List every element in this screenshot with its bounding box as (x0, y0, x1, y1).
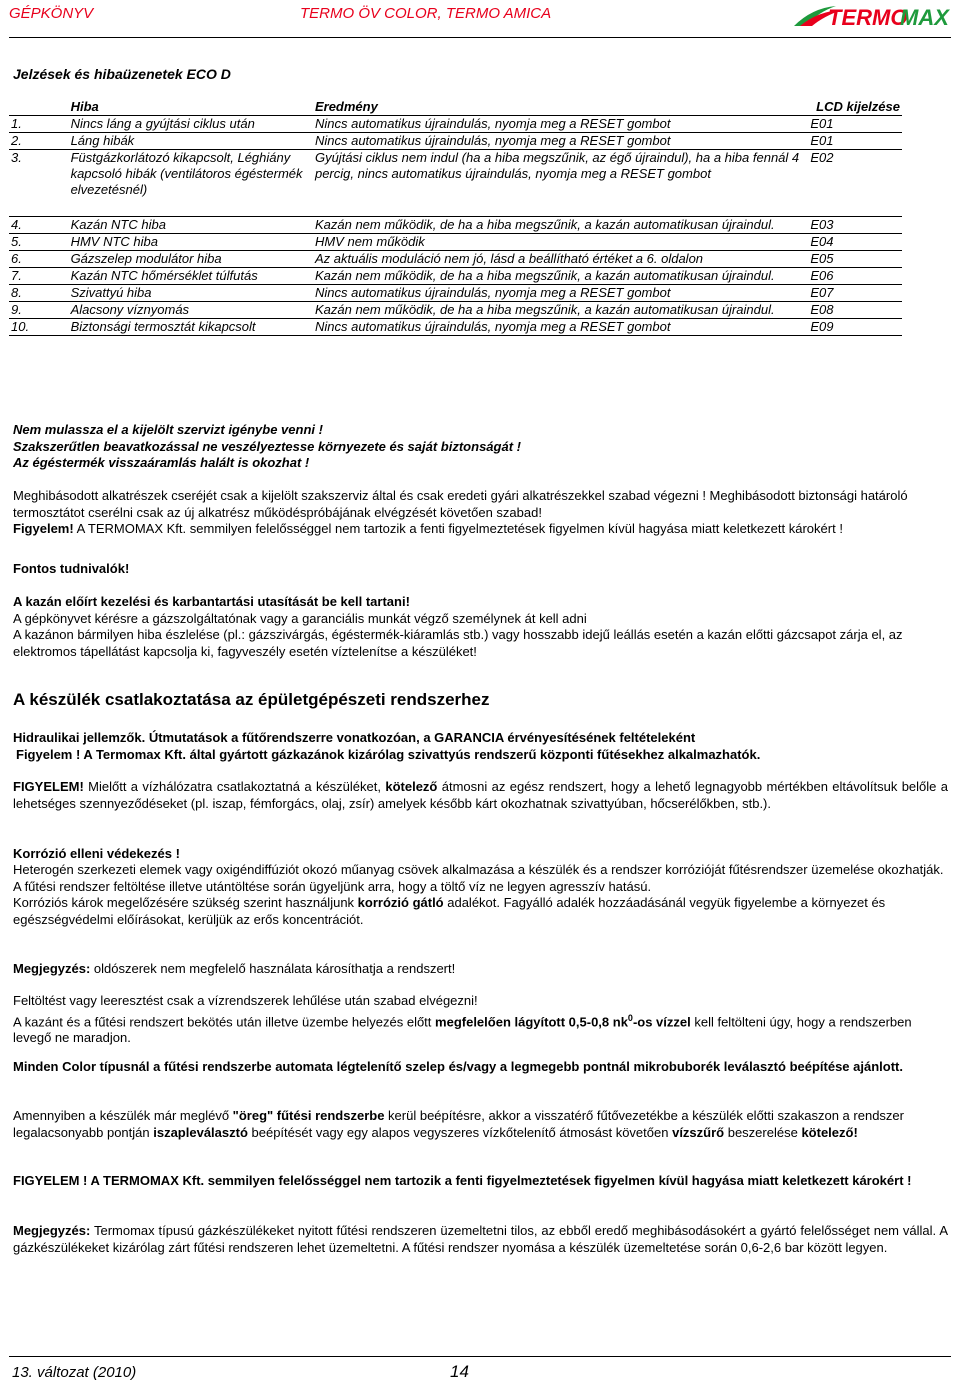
page-number: 14 (450, 1362, 469, 1381)
hydraulics-block (13, 730, 948, 763)
figyelem-text: A TERMOMAX Kft. semmilyen felelősséggel nem tartozik a fenti figyelmeztetések figyelmen kívül hagyása miatt keletkezett károkért ! (73, 521, 843, 536)
fontos-line: A kazán előírt kezelési és karbantartási utasítását be kell tartani! (13, 594, 410, 609)
flush-text: átmosni az egész rendszert, hogy a lehető legnagyobb mértékben eltávolítsuk belőle a lehetséges szennyeződéseket (pl. iszap, fémforgács, olaj, zsír) amelyek később kárt okozhatnak szivattyúban, hőcserélőkben, stb.). (13, 779, 949, 811)
corrosion-line: Heterogén szerkezeti elemek vagy oxigéndiffúziót okozó műanyag csövek alkalmazása a készülék és a rendszer korrózióját fűtésrendszer üzemelése okozhatják. (13, 862, 944, 877)
row-eredmeny: HMV nem működik (313, 234, 808, 251)
liability-paragraph: FIGYELEM ! A TERMOMAX Kft. semmilyen felelősséggel nem tartozik a fenti figyelmeztetések figyelmen kívül hagyása miatt keletkezett károkért ! (13, 1173, 912, 1188)
filling-line: Feltöltést vagy leeresztést csak a vízrendszerek lehűlése után szabad elvégezni! (13, 993, 478, 1008)
table-row (9, 217, 902, 234)
row-lcd: E04 (808, 234, 902, 251)
header-left-text: GÉPKÖNYV (9, 5, 94, 22)
note-solvent (13, 961, 948, 978)
row-lcd: E03 (808, 217, 902, 234)
warning-block (13, 422, 948, 472)
table-row (9, 302, 902, 319)
fontos-title: Fontos tudnivalók! (13, 561, 130, 576)
row-lcd: E02 (808, 150, 902, 217)
row-lcd: E01 (808, 133, 902, 150)
row-eredmeny: Kazán nem működik, de ha a hiba megszűnik, a kazán automatikusan újraindul. (313, 302, 808, 319)
warning-line: Nem mulassza el a kijelölt szervizt igénybe venni ! (13, 422, 323, 437)
row-hiba: Láng hibák (69, 133, 313, 150)
row-lcd: E08 (808, 302, 902, 319)
row-number: 6. (9, 251, 69, 268)
row-hiba: Biztonsági termosztát kikapcsolt (69, 319, 313, 336)
fontos-line: A gépkönyvet kérésre a gázszolgáltatónak vagy a garanciális munkát végző személynek át kell adni (13, 610, 587, 626)
table-row (9, 234, 902, 251)
row-number: 1. (9, 116, 69, 133)
note-label: Megjegyzés: (13, 1223, 91, 1238)
old-system-text: Amennyiben a készülék már meglévő (13, 1108, 233, 1123)
page-header (0, 0, 960, 36)
row-lcd: E06 (808, 268, 902, 285)
parts-text: Meghibásodott alkatrészek cseréjét csak a kijelölt szakszerviz által és csak eredeti gyári alkatrészekkel szabad végezni ! Meghibásodott biztonsági határoló termosztátot cserélni csak az új alkatrész működéspróbájának elvégzését követően szabad! (13, 488, 908, 520)
note-text: oldószerek nem megfelelő használata károsíthatja a rendszert! (90, 961, 456, 976)
flush-text: Mielőtt a vízhálózatra csatlakoztatná a készüléket, (83, 779, 386, 794)
open-system-note (13, 1223, 948, 1256)
row-eredmeny: Gyújtási ciklus nem indul (ha a hiba megszűnik, az égő újraindul), ha a hiba fennál 4 percig, nincs automatikus újraindulás, nyomja meg a RESET gombot (313, 150, 808, 217)
filling-line (13, 1010, 948, 1047)
old-system-text: beépítését vagy egy alapos vegyszeres vízkőtelenítő átmosást követően (247, 1124, 673, 1140)
row-eredmeny: Nincs automatikus újraindulás, nyomja meg a RESET gombot (313, 319, 808, 336)
row-hiba: Nincs láng a gyújtási ciklus után (69, 116, 313, 133)
corrosion-title: Korrózió elleni védekezés ! (13, 846, 180, 861)
table-row (9, 319, 902, 336)
filling-sup: 0 (627, 1012, 633, 1023)
old-system-paragraph (13, 1108, 948, 1141)
row-eredmeny: Kazán nem működik, de ha a hiba megszűnik, a kazán automatikusan újraindul. (313, 217, 808, 234)
table-row (9, 251, 902, 268)
row-number: 5. (9, 234, 69, 251)
corrosion-line (13, 895, 948, 928)
row-hiba: Füstgázkorlátozó kikapcsolt, Léghiány kapcsoló hibák (ventilátoros égéstermék elvezetésnél) (69, 150, 313, 217)
table-row (9, 268, 902, 285)
figyelem-label: Figyelem! (13, 521, 74, 536)
row-hiba: Alacsony víznyomás (69, 302, 313, 319)
corrosion-block (13, 862, 948, 928)
row-eredmeny: Kazán nem működik, de ha a hiba megszűnik, a kazán automatikusan újraindul. (313, 268, 808, 285)
version-text: 13. változat (2010) (12, 1364, 137, 1381)
header-num (9, 99, 69, 116)
row-hiba: Kazán NTC hiba (69, 217, 313, 234)
warning-line: Az égéstermék visszaáramlás halált is okozhat ! (13, 455, 310, 470)
old-system-bold: "öreg" fűtési rendszerbe (232, 1108, 385, 1123)
old-system-bold: vízszűrő (672, 1124, 725, 1140)
table-row (9, 285, 902, 302)
row-hiba: Szivattyú hiba (69, 285, 313, 302)
flush-paragraph (13, 779, 948, 812)
warning-line: Szakszerűtlen beavatkozással ne veszélyeztesse környezete és saját biztonságát ! (13, 438, 521, 454)
row-eredmeny: Az aktuális moduláció nem jó, lásd a beállítható értéket a 6. oldalon (313, 251, 808, 268)
header-divider (9, 37, 951, 38)
corrosion-line: A fűtési rendszer feltöltése illetve utántöltése során ügyeljünk arra, hogy a töltő víz ne legyen agresszív hatású. (13, 878, 652, 894)
filling-block (13, 993, 948, 1047)
old-system-bold: kötelező! (801, 1124, 858, 1140)
corrosion-text: Korróziós károk megelőzésére szükség szerint használjunk (13, 895, 358, 910)
row-number: 9. (9, 302, 69, 319)
flush-bold: kötelező (385, 779, 438, 794)
table-row (9, 133, 902, 150)
hydraulics-line: Figyelem ! A Termomax Kft. által gyártott gázkazánok kizárólag szivattyús rendszerű központi fűtésekhez alkalmazhatók. (16, 746, 761, 762)
filling-bold: megfelelően lágyított 0,5-0,8 nk (435, 1013, 628, 1029)
row-number: 4. (9, 217, 69, 234)
row-lcd: E07 (808, 285, 902, 302)
section-title: Jelzések és hibaüzenetek ECO D (13, 66, 231, 82)
row-number: 10. (9, 319, 69, 336)
row-hiba: Kazán NTC hőmérséklet túlfutás (69, 268, 313, 285)
row-eredmeny: Nincs automatikus újraindulás, nyomja meg a RESET gombot (313, 133, 808, 150)
connection-heading: A készülék csatlakoztatása az épületgépészeti rendszerhez (13, 690, 490, 709)
corrosion-text: adalékot. Fagyálló adalék hozzáadásánál vegyük figyelembe a környezet és egészségvédelmi előírásokat, kerüljük az erős koncentrációt. (13, 895, 886, 927)
hydraulics-line: Hidraulikai jellemzők. Útmutatások a fűtőrendszerre vonatkozóan, a GARANCIA érvényesítésének feltételeként (13, 730, 696, 745)
filling-text: A kazánt és a fűtési rendszert bekötés után illetve üzembe helyezés előtt (13, 1013, 436, 1029)
deaerator-paragraph: Minden Color típusnál a fűtési rendszerbe automata légtelenítő szelep és/vagy a legmegebb pontnál mikrobuborék leválasztó beépítése ajánlott. (13, 1059, 903, 1074)
corrosion-bold: korrózió gátló (357, 895, 444, 910)
parts-paragraph (13, 488, 948, 538)
error-table (9, 99, 902, 336)
filling-bold: -os vízzel (632, 1013, 691, 1029)
footer-divider (9, 1356, 951, 1357)
row-lcd: E01 (808, 116, 902, 133)
header-eredmeny: Eredmény (313, 99, 808, 116)
header-center-text: TERMO ÖV COLOR, TERMO AMICA (300, 5, 552, 22)
fontos-block (13, 594, 948, 660)
svg-text:TERMO: TERMO (828, 5, 908, 30)
row-eredmeny: Nincs automatikus újraindulás, nyomja meg a RESET gombot (313, 285, 808, 302)
row-hiba: HMV NTC hiba (69, 234, 313, 251)
row-number: 3. (9, 150, 69, 217)
row-eredmeny: Nincs automatikus újraindulás, nyomja meg a RESET gombot (313, 116, 808, 133)
old-system-text: beszerelése (724, 1124, 802, 1140)
error-table-body (9, 116, 902, 336)
note-text: Termomax típusú gázkészülékeket nyitott fűtési rendszeren üzemeltetni tilos, az ebből eredő meghibásodásokért a gyártó felelősséget nem vállal. A gázkészülékeket kizárólag zárt fűtési rendszeren lehet üzemeltetni. A fűtési rendszer nyomása a készülék üzemeltetése során 0,6-2,6 bar között legyen. (13, 1223, 948, 1255)
svg-text:MAX: MAX (900, 5, 949, 30)
table-header-row (9, 99, 902, 116)
row-number: 2. (9, 133, 69, 150)
table-row (9, 150, 902, 217)
row-number: 7. (9, 268, 69, 285)
header-lcd: LCD kijelzése (808, 99, 902, 116)
row-lcd: E05 (808, 251, 902, 268)
row-hiba: Gázszelep modulátor hiba (69, 251, 313, 268)
filling-text: kell feltölteni úgy, hogy a rendszerben levegő ne maradjon. (13, 1013, 912, 1046)
table-row (9, 116, 902, 133)
note-label: Megjegyzés: (13, 961, 91, 976)
termomax-logo (792, 2, 952, 30)
fontos-line: A kazánon bármilyen hiba észlelése (pl.: gázszivárgás, égéstermék-kiáramlás stb.) vagy hosszabb idejű leállás esetén a kazán előtti gázcsapot zárja el, az elektromos tápellátást kapcsolja ki, fagyveszély esetén víztelenítse a készüléket! (13, 627, 903, 659)
old-system-bold: iszapleválasztó (153, 1124, 248, 1140)
row-lcd: E09 (808, 319, 902, 336)
old-system-text: kerül beépítésre, akkor a visszatérő fűtővezetékbe a készülék előtti szakaszon a rendszer legalacsonyabb pontján (13, 1108, 904, 1140)
row-number: 8. (9, 285, 69, 302)
flush-label: FIGYELEM! (13, 779, 84, 794)
header-hiba: Hiba (69, 99, 313, 116)
